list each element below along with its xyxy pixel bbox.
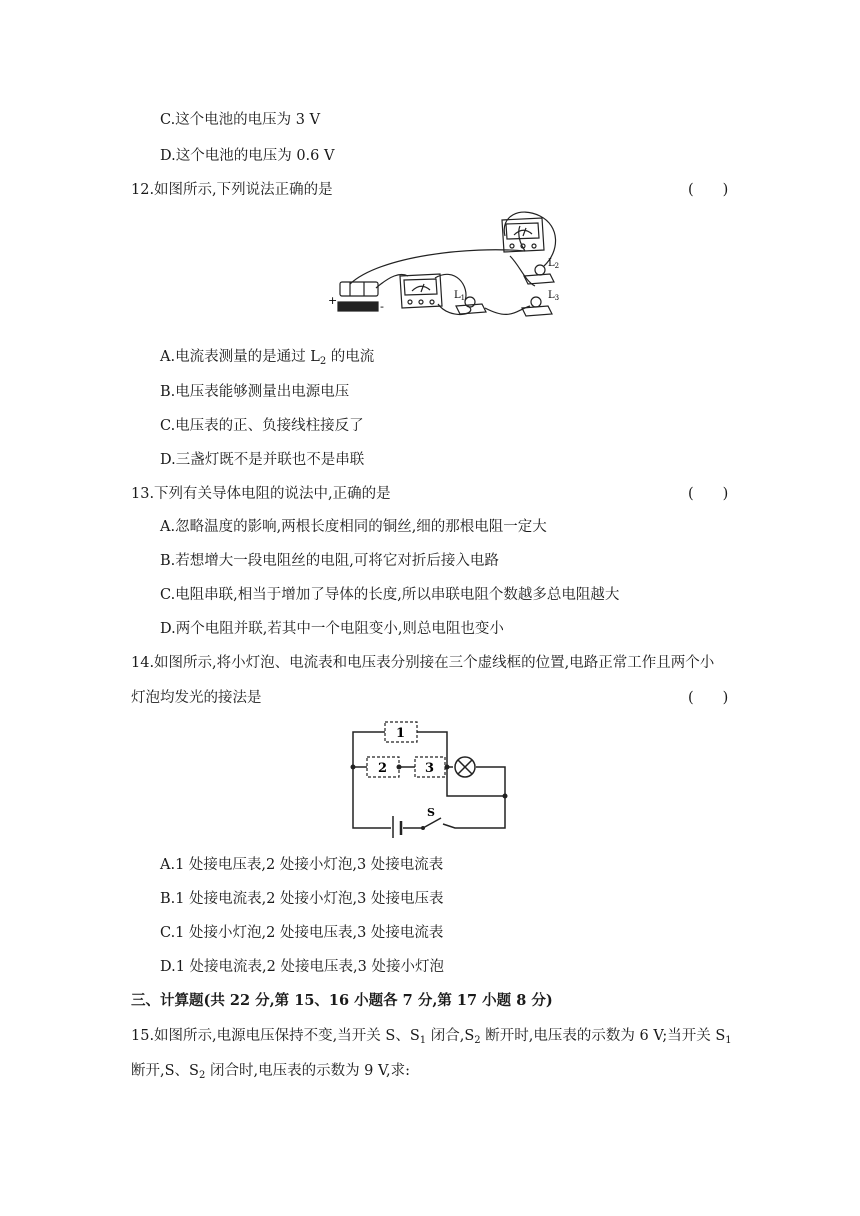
q13-option-a: A.忽略温度的影响,两根长度相同的铜丝,细的那根电阻一定大 [160,519,547,535]
q13-option-c: C.电阻串联,相当于增加了导体的长度,所以串联电阻个数越多总电阻越大 [160,587,620,603]
q14-stem-line2: 灯泡均发光的接法是 [131,690,262,706]
q14-option-d: D.1 处接电流表,2 处接电压表,3 处接小灯泡 [160,959,444,975]
q14-box-1-label: 1 [396,726,406,741]
q13-option-b: B.若想增大一段电阻丝的电阻,可将它对折后接入电路 [160,553,499,569]
q13-option-d: D.两个电阻并联,若其中一个电阻变小,则总电阻也变小 [160,621,504,637]
q12-circuit-figure [320,206,570,326]
q11-option-c: C.这个电池的电压为 3 V [160,112,321,128]
q12-stem: 12.如图所示,下列说法正确的是 [131,182,333,198]
q12-lamp1-label: $L_1$ [454,290,466,302]
q12-lamp3-label: $L_3$ [548,290,560,302]
q12-lamp2-label: $L_2$ [548,258,560,270]
q14-box-2-label: 2 [378,761,388,776]
q14-option-b: B.1 处接电流表,2 处接小灯泡,3 处接电压表 [160,891,444,907]
q12-option-d: D.三盏灯既不是并联也不是串联 [160,452,365,468]
q12-option-b: B.电压表能够测量出电源电压 [160,384,350,400]
q12-option-a: A.电流表测量的是通过 $L_2$ 的电流 [160,349,375,367]
q13-answer-bracket: ( ) [688,486,729,502]
q14-switch-label: S [427,806,435,819]
section-3-title: 三、计算题(共 22 分,第 15、16 小题各 7 分,第 17 小题 8 分) [131,992,553,1009]
q14-box-3-label: 3 [425,761,435,776]
q12-answer-bracket: ( ) [688,182,729,198]
q14-stem-line1: 14.如图所示,将小灯泡、电流表和电压表分别接在三个虚线框的位置,电路正常工作且两个小 [131,655,715,671]
q12-option-c: C.电压表的正、负接线柱接反了 [160,418,364,434]
q15-stem-line1: 15.如图所示,电源电压保持不变,当开关 S、$S_1$ 闭合$,S_2$ 断开时,电压表的示数为 6 V;当开关 $S_1$ [131,1028,732,1046]
q11-option-d: D.这个电池的电压为 0.6 V [160,148,335,164]
q15-stem-line2: 断开,S、$S_2$ 闭合时,电压表的示数为 9 V,求: [131,1063,410,1081]
q14-circuit-figure [345,712,515,838]
q14-answer-bracket: ( ) [688,690,729,706]
q12-battery-minus-label: - [380,300,384,313]
q12-battery-plus-label: + [328,294,338,307]
q14-option-a: A.1 处接电压表,2 处接小灯泡,3 处接电流表 [160,857,444,873]
q13-stem: 13.下列有关导体电阻的说法中,正确的是 [131,486,391,502]
q14-option-c: C.1 处接小灯泡,2 处接电压表,3 处接电流表 [160,925,444,941]
